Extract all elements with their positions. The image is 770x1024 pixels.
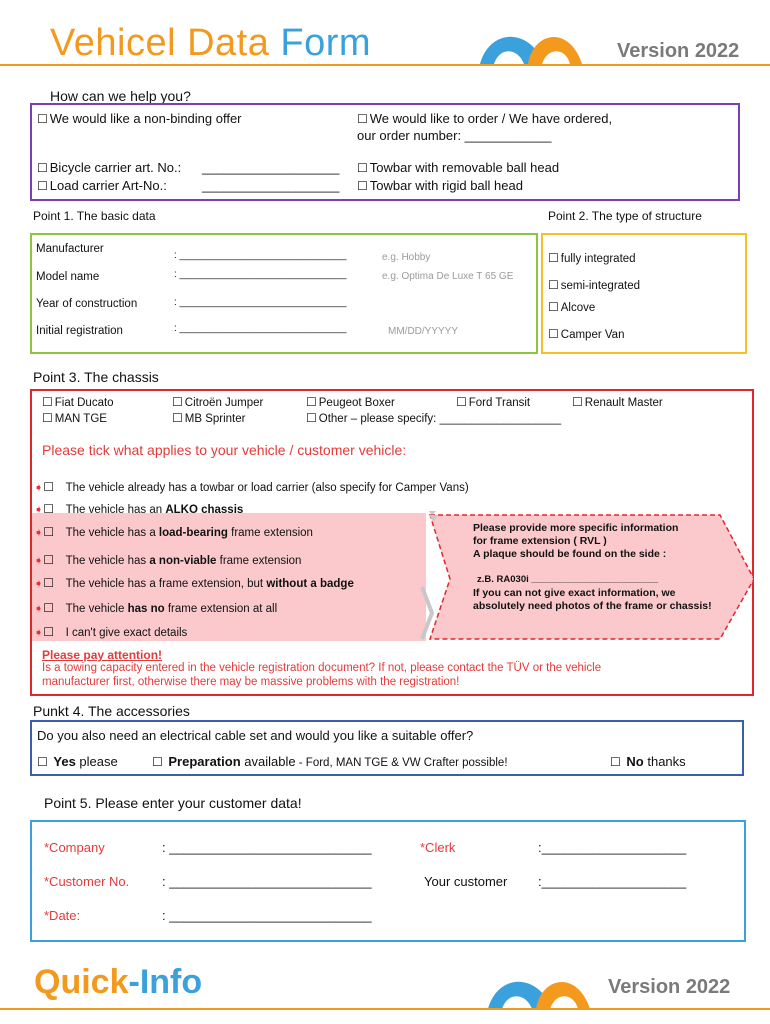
load-carrier-field[interactable]: ___________________ [202,178,340,193]
checkbox-icon[interactable]: ☐ [43,576,54,590]
arrow-right-icon: ➧ [34,482,44,494]
checkbox-icon[interactable]: ☐ [37,179,48,193]
year-field[interactable]: : ______________________________ [174,297,347,308]
customer-no-field[interactable]: : ____________________________ [162,874,372,889]
help-heading: How can we help you? [50,88,191,104]
chassis-option-mb[interactable]: ☐ MB Sprinter [172,411,246,425]
structure-box [541,233,747,354]
chassis-option-renault[interactable]: ☐ Renault Master [572,395,663,409]
checkbox-icon[interactable]: ☐ [43,480,54,494]
checkbox-icon[interactable]: ☐ [37,161,48,175]
checkbox-icon[interactable]: ☐ [172,395,183,409]
point1-heading: Point 1. The basic data [33,209,156,223]
order-number-field[interactable]: our order number: ____________ [357,128,552,143]
model-name-field[interactable]: : ______________________________ [174,269,347,280]
checkbox-icon[interactable]: ☐ [357,112,368,126]
customer-no-label: *Customer No. [44,874,130,889]
plaque-field[interactable]: z.B. RA030i ________________________ [477,574,659,585]
chassis-option-citroen[interactable]: ☐ Citroën Jumper [172,395,264,409]
checkbox-icon[interactable]: ☐ [548,278,559,292]
arrow-right-icon: ➧ [34,504,44,516]
tick-item-no-extension[interactable]: ➧☐ The vehicle has no frame extension at all [34,601,278,615]
checkbox-icon[interactable]: ☐ [43,625,54,639]
tick-item-non-viable[interactable]: ➧☐ The vehicle has a non-viable frame extension [34,553,302,567]
load-carrier-option[interactable]: ☐ Load carrier Art-No.: [37,178,167,193]
towbar-removable-option[interactable]: ☐ Towbar with removable ball head [357,160,560,175]
footer-version-label: Version 2022 [608,976,731,998]
structure-option[interactable]: ☐ fully integrated [548,251,636,265]
customer-data-box [30,820,746,942]
option-preparation[interactable]: ☐ Preparation available - Ford, MAN TGE & VW Crafter possible! [152,754,508,769]
registration-hint: MM/DD/YYYYY [388,326,459,337]
chassis-option-ford[interactable]: ☐ Ford Transit [456,395,531,409]
attention-text: manufacturer first, otherwise there may be massive problems with the registration! [42,676,460,688]
arrow-right-icon: ➧ [34,578,44,590]
arrow-right-icon: ➧ [34,555,44,567]
point3-heading: Point 3. The chassis [33,369,159,385]
registration-field[interactable]: : ______________________________ [174,323,347,334]
accessories-question: Do you also need an electrical cable set and would you like a suitable offer? [37,728,474,743]
checkbox-icon[interactable]: ☐ [572,395,583,409]
checkbox-icon[interactable]: ☐ [43,525,54,539]
model-name-hint: e.g. Optima De Luxe T 65 GE [382,271,514,282]
point5-heading: Point 5. Please enter your customer data! [44,795,302,811]
arrow-right-icon: ➧ [34,603,44,615]
arrow-right-icon: ➧ [34,627,44,639]
quick-info-title: Quick-Info [34,963,203,1001]
help-box [30,103,740,201]
company-label: *Company [44,840,105,855]
clerk-field[interactable]: :____________________ [538,840,687,855]
checkbox-icon[interactable]: ☐ [306,411,317,425]
tick-item-towbar[interactable]: ➧☐ The vehicle already has a towbar or load carrier (also specify for Camper Vans) [34,480,469,494]
accessories-box [30,720,744,776]
checkbox-icon[interactable]: ☐ [37,755,48,769]
clerk-label: *Clerk [420,840,456,855]
model-name-label: Model name [36,271,100,283]
your-customer-label: Your customer [424,874,508,889]
version-label: Version 2022 [617,40,740,62]
company-field[interactable]: : ____________________________ [162,840,372,855]
year-label: Year of construction [36,298,138,310]
chassis-option-fiat[interactable]: ☐ Fiat Ducato [42,395,114,409]
bicycle-carrier-option[interactable]: ☐ Bicycle carrier art. No.: [37,160,182,175]
tick-item-alko[interactable]: ➧☐ The vehicle has an ALKO chassis [34,502,244,516]
point4-heading: Punkt 4. The accessories [33,703,190,719]
form-title: Vehicel Data Form [50,22,372,64]
point2-heading: Point 2. The type of structure [548,209,702,223]
structure-option[interactable]: ☐ semi-integrated [548,278,641,292]
checkbox-icon[interactable]: ☐ [43,601,54,615]
your-customer-field[interactable]: :____________________ [538,874,687,889]
checkbox-icon[interactable]: ☐ [357,179,368,193]
manufacturer-label: Manufacturer [36,243,104,255]
footer-rule [0,1008,770,1010]
page-footer [0,955,770,1024]
registration-label: Initial registration [36,325,123,337]
chassis-box [30,389,754,696]
brand-logo-icon [478,24,584,66]
chassis-option-peugeot[interactable]: ☐ Peugeot Boxer [306,395,395,409]
info-text: A plaque should be found on the side : [473,548,667,560]
manufacturer-field[interactable]: : ______________________________ [174,250,347,261]
attention-title: Please pay attention! [42,648,163,662]
checkbox-icon[interactable]: ☐ [610,755,621,769]
basic-data-box [30,233,538,354]
checkbox-icon[interactable]: ☐ [37,112,48,126]
checkbox-icon[interactable]: ☐ [42,411,53,425]
page-header [0,0,770,70]
offer-option[interactable]: ☐ We would like a non-binding offer [37,111,242,126]
tick-item-no-badge[interactable]: ➧☐ The vehicle has a frame extension, but without a badge [34,576,354,590]
chassis-option-other[interactable]: ☐ Other – please specify: ___________________ [306,411,562,425]
order-option[interactable]: ☐ We would like to order / We have ordered, [357,111,613,126]
arrow-right-icon: ➧ [34,527,44,539]
option-yes[interactable]: ☐ Yes please [37,754,118,769]
bicycle-carrier-field[interactable]: ___________________ [202,160,340,175]
checkbox-icon[interactable]: ☐ [152,755,163,769]
checkbox-icon[interactable]: ☐ [306,395,317,409]
brand-logo-icon [486,969,592,1011]
checkbox-icon[interactable]: ☐ [42,395,53,409]
checkbox-icon[interactable]: ☐ [357,161,368,175]
date-field[interactable]: : ____________________________ [162,908,372,923]
date-label: *Date: [44,908,81,923]
tick-heading: Please tick what applies to your vehicle / customer vehicle: [42,442,407,458]
chassis-option-man[interactable]: ☐ MAN TGE [42,411,107,425]
checkbox-icon[interactable]: ☐ [548,327,559,341]
structure-option[interactable]: ☐ Camper Van [548,327,625,341]
info-text: absolutely need photos of the frame or chassis! [473,600,712,612]
tick-item-load-bearing[interactable]: ➧☐ The vehicle has a load-bearing frame extension [34,525,313,539]
checkbox-icon[interactable]: ☐ [456,395,467,409]
info-text: Please provide more specific information [473,522,679,534]
header-rule [0,64,770,66]
attention-text: Is a towing capacity entered in the vehicle registration document? If not, please contact the TÜV or the vehicle [42,662,602,674]
option-no[interactable]: ☐ No thanks [610,754,686,769]
info-text: If you can not give exact information, we [473,587,676,599]
checkbox-icon[interactable]: ☐ [43,553,54,567]
manufacturer-hint: e.g. Hobby [382,252,431,263]
structure-option[interactable]: ☐ Alcove [548,300,596,314]
checkbox-icon[interactable]: ☐ [548,251,559,265]
info-text: for frame extension ( RVL ) [473,535,607,547]
tick-item-no-details[interactable]: ➧☐ I can't give exact details [34,625,188,639]
towbar-rigid-option[interactable]: ☐ Towbar with rigid ball head [357,178,523,193]
checkbox-icon[interactable]: ☐ [172,411,183,425]
checkbox-icon[interactable]: ☐ [43,502,54,516]
checkbox-icon[interactable]: ☐ [548,300,559,314]
